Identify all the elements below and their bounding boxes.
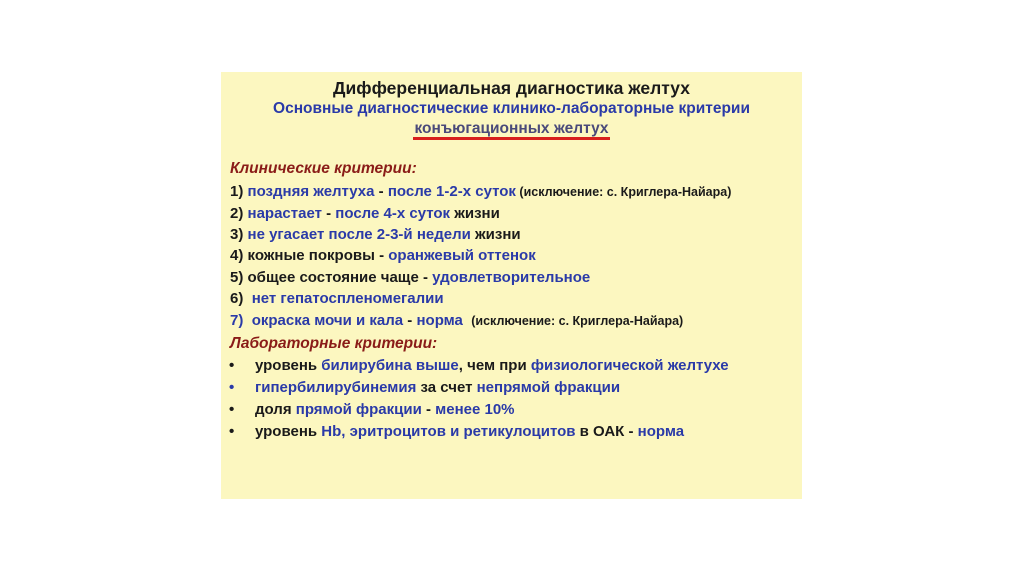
slide-subtitle: Основные диагностические клинико-лабораторные критерии (273, 100, 750, 117)
clinical-item-2: 2) нарастает - после 4-х суток жизни (230, 205, 500, 222)
clinical-item-7: 7) окраска мочи и кала - норма (исключение: с. Криглера-Найара) (230, 312, 684, 329)
slide-subtitle-underlined: конъюгационных желтух (221, 120, 802, 138)
lab-heading: Лабораторные критерии: (230, 335, 438, 352)
lab-item-3: • доля прямой фракции - менее 10% (229, 401, 515, 418)
lab-item-1: • уровень билирубина выше, чем при физиологической желтухе (229, 357, 729, 374)
clinical-item-5: 5) общее состояние чаще - удовлетворительное (230, 269, 591, 286)
lab-item-2: • гипербилирубинемия за счет непрямой фракции (229, 379, 621, 396)
clinical-item-4: 4) кожные покровы - оранжевый оттенок (230, 247, 536, 264)
lab-item-4: • уровень Hb, эритроцитов и ретикулоцитов в ОАК - норма (229, 423, 685, 440)
clinical-item-6: 6) нет гепатоспленомегалии (230, 290, 444, 307)
slide (221, 72, 802, 499)
clinical-item-1: 1) поздняя желтуха - после 1-2-х суток (исключение: с. Криглера-Найара) (230, 183, 732, 200)
clinical-heading: Клинические критерии: (230, 160, 417, 177)
slide-title: Дифференциальная диагностика желтух (333, 78, 690, 98)
clinical-item-3: 3) не угасает после 2-3-й недели жизни (230, 226, 521, 243)
